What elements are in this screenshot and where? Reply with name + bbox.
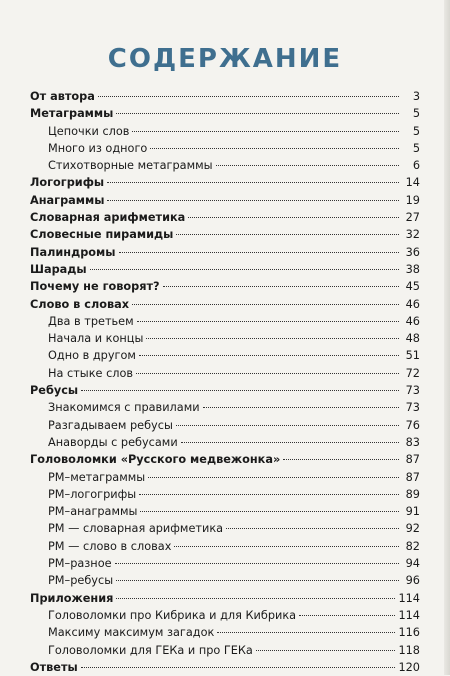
toc-entry[interactable]	[30, 313, 420, 330]
toc-entry[interactable]	[30, 140, 420, 157]
toc-entry-title: Анаграммы	[30, 193, 105, 207]
toc-entry-title: От автора	[30, 90, 95, 103]
toc-entry-title: РМ–ребусы	[48, 574, 114, 588]
toc-entry-page-number: 76	[405, 418, 420, 432]
dot-leader	[136, 373, 399, 374]
dot-leader	[107, 200, 399, 201]
toc-entry-title: Много из одного	[48, 141, 148, 155]
dot-leader	[148, 477, 399, 478]
dot-leader	[90, 269, 399, 270]
toc-entry-page-number: 6	[412, 159, 420, 173]
toc-entry[interactable]	[30, 659, 420, 676]
toc-entry[interactable]	[30, 347, 420, 364]
toc-entry-title: Одно в другом	[48, 349, 136, 363]
toc-entry-page-number: 94	[405, 557, 420, 571]
toc-entry[interactable]	[30, 624, 420, 641]
dot-leader	[256, 650, 396, 651]
toc-entry[interactable]	[30, 261, 420, 278]
toc-entry-page-number: 46	[405, 297, 420, 311]
toc-entry-title: Знакомимся с правилами	[48, 401, 200, 415]
toc-entry-title: Ребусы	[30, 384, 79, 398]
dot-leader	[283, 459, 399, 460]
toc-entry-page-number: 82	[405, 539, 420, 553]
toc-entry-page-number: 19	[405, 193, 420, 207]
dot-leader	[140, 511, 399, 512]
toc-entry-title: Метаграммы	[30, 107, 114, 121]
toc-entry-title: Словесные пирамиды	[30, 228, 174, 242]
toc-entry-title: На стыке слов	[48, 366, 134, 380]
toc-entry[interactable]	[30, 330, 420, 347]
dot-leader	[139, 494, 399, 495]
dot-leader	[176, 425, 399, 426]
toc-entry[interactable]	[30, 226, 420, 243]
table-of-contents	[30, 88, 420, 676]
toc-entry[interactable]	[30, 399, 420, 416]
toc-entry-page-number: 51	[405, 349, 420, 363]
toc-entry-page-number: 46	[405, 314, 420, 328]
toc-entry-page-number: 32	[405, 228, 420, 242]
toc-entry-page-number: 87	[405, 453, 420, 467]
dot-leader	[150, 148, 399, 149]
dot-leader	[174, 546, 399, 547]
dot-leader	[226, 528, 399, 529]
toc-entry-title: РМ–метаграммы	[48, 470, 146, 484]
toc-entry-page-number: 48	[405, 332, 420, 346]
toc-entry-title: РМ–разное	[48, 557, 112, 571]
toc-entry-page-number: 73	[405, 384, 420, 398]
dot-leader	[98, 96, 399, 97]
page-title: СОДЕРЖАНИЕ	[107, 44, 343, 74]
toc-entry-title: Головоломки про Кибрика и для Кибрика	[48, 608, 297, 622]
toc-entry-title: Слово в словах	[30, 297, 130, 311]
toc-entry[interactable]	[30, 469, 420, 486]
toc-entry-title: Анаворды с ребусами	[48, 435, 178, 449]
dot-leader	[116, 113, 399, 114]
toc-entry[interactable]	[30, 278, 420, 295]
toc-entry-page-number: 72	[405, 366, 420, 380]
toc-entry-title: РМ — словарная арифметика	[48, 522, 224, 536]
dot-leader	[81, 667, 396, 668]
toc-entry[interactable]	[30, 296, 420, 313]
toc-entry-title: Головоломки для ГЕКа и про ГЕКа	[48, 643, 253, 657]
toc-entry[interactable]	[30, 157, 420, 174]
toc-entry-page-number: 114	[398, 608, 420, 622]
toc-entry-page-number: 83	[405, 435, 420, 449]
toc-entry-title: Цепочки слов	[48, 124, 130, 138]
toc-entry-page-number: 38	[405, 262, 420, 276]
toc-entry[interactable]	[30, 642, 420, 659]
toc-entry-page-number: 91	[405, 505, 420, 519]
dot-leader	[146, 338, 399, 339]
toc-entry[interactable]	[30, 607, 420, 624]
toc-entry[interactable]	[30, 192, 420, 209]
toc-entry-title: Почему не говорят?	[30, 280, 160, 294]
toc-entry-page-number: 92	[405, 522, 420, 536]
dot-leader	[137, 321, 399, 322]
page-edge-shadow	[444, 0, 450, 675]
toc-entry[interactable]	[30, 555, 420, 572]
toc-entry[interactable]	[30, 417, 420, 434]
toc-entry-title: Два в третьем	[48, 314, 134, 328]
toc-entry[interactable]	[30, 503, 420, 520]
toc-entry[interactable]	[30, 209, 420, 226]
toc-entry-page-number: 14	[405, 176, 420, 190]
toc-entry[interactable]	[30, 434, 420, 451]
toc-entry-page-number: 5	[412, 124, 420, 138]
toc-entry[interactable]	[30, 382, 420, 399]
dot-leader	[216, 165, 399, 166]
dot-leader	[132, 304, 399, 305]
dot-leader	[163, 286, 399, 287]
dot-leader	[176, 234, 399, 235]
toc-entry[interactable]	[30, 174, 420, 191]
toc-entry-page-number: 3	[412, 90, 420, 103]
toc-entry-page-number: 73	[405, 401, 420, 415]
toc-entry-page-number: 89	[405, 487, 420, 501]
toc-entry-page-number: 36	[405, 245, 420, 259]
toc-entry[interactable]	[30, 590, 420, 607]
toc-entry[interactable]	[30, 88, 420, 105]
toc-entry[interactable]	[30, 538, 420, 555]
dot-leader	[116, 598, 395, 599]
dot-leader	[188, 217, 399, 218]
toc-entry-page-number: 5	[412, 107, 420, 121]
toc-entry-title: Словарная арифметика	[30, 211, 186, 225]
dot-leader	[119, 252, 400, 253]
toc-entry-title: Разгадываем ребусы	[48, 418, 173, 432]
toc-entry-title: Шарады	[30, 262, 87, 276]
toc-entry-title: Максиму максимум загадок	[48, 626, 215, 640]
toc-entry-page-number: 5	[412, 141, 420, 155]
toc-entry[interactable]	[30, 520, 420, 537]
toc-entry-title: РМ–анаграммы	[48, 505, 138, 519]
dot-leader	[299, 615, 395, 616]
toc-entry-title: Ответы	[30, 660, 78, 674]
toc-entry-title: Начала и концы	[48, 332, 144, 346]
toc-entry-title: РМ — слово в словах	[48, 539, 172, 553]
dot-leader	[217, 632, 395, 633]
toc-entry-page-number: 27	[405, 211, 420, 225]
dot-leader	[181, 442, 399, 443]
toc-entry-page-number: 114	[398, 591, 420, 605]
toc-entry-title: Стихотворные метаграммы	[48, 159, 213, 173]
toc-entry[interactable]	[30, 105, 420, 122]
toc-entry-page-number: 118	[398, 643, 420, 657]
toc-entry-title: Палиндромы	[30, 245, 116, 259]
toc-entry[interactable]	[30, 123, 420, 140]
toc-entry-title: РМ–логогрифы	[48, 487, 137, 501]
toc-entry-title: Головоломки «Русского медвежонка»	[30, 453, 281, 467]
dot-leader	[81, 390, 399, 391]
toc-entry[interactable]	[30, 451, 420, 468]
dot-leader	[116, 580, 399, 581]
toc-entry-page-number: 45	[405, 280, 420, 294]
dot-leader	[115, 563, 399, 564]
dot-leader	[139, 355, 399, 356]
dot-leader	[107, 182, 399, 183]
toc-entry-page-number: 120	[398, 660, 420, 674]
toc-entry-page-number: 96	[405, 574, 420, 588]
toc-entry[interactable]	[30, 486, 420, 503]
toc-entry-title: Приложения	[30, 591, 114, 605]
toc-entry-title: Логогрифы	[30, 176, 105, 190]
toc-entry[interactable]	[30, 572, 420, 589]
toc-entry[interactable]	[30, 244, 420, 261]
dot-leader	[132, 131, 399, 132]
dot-leader	[203, 407, 399, 408]
toc-entry[interactable]	[30, 365, 420, 382]
toc-entry-page-number: 116	[398, 626, 420, 640]
toc-entry-page-number: 87	[405, 470, 420, 484]
